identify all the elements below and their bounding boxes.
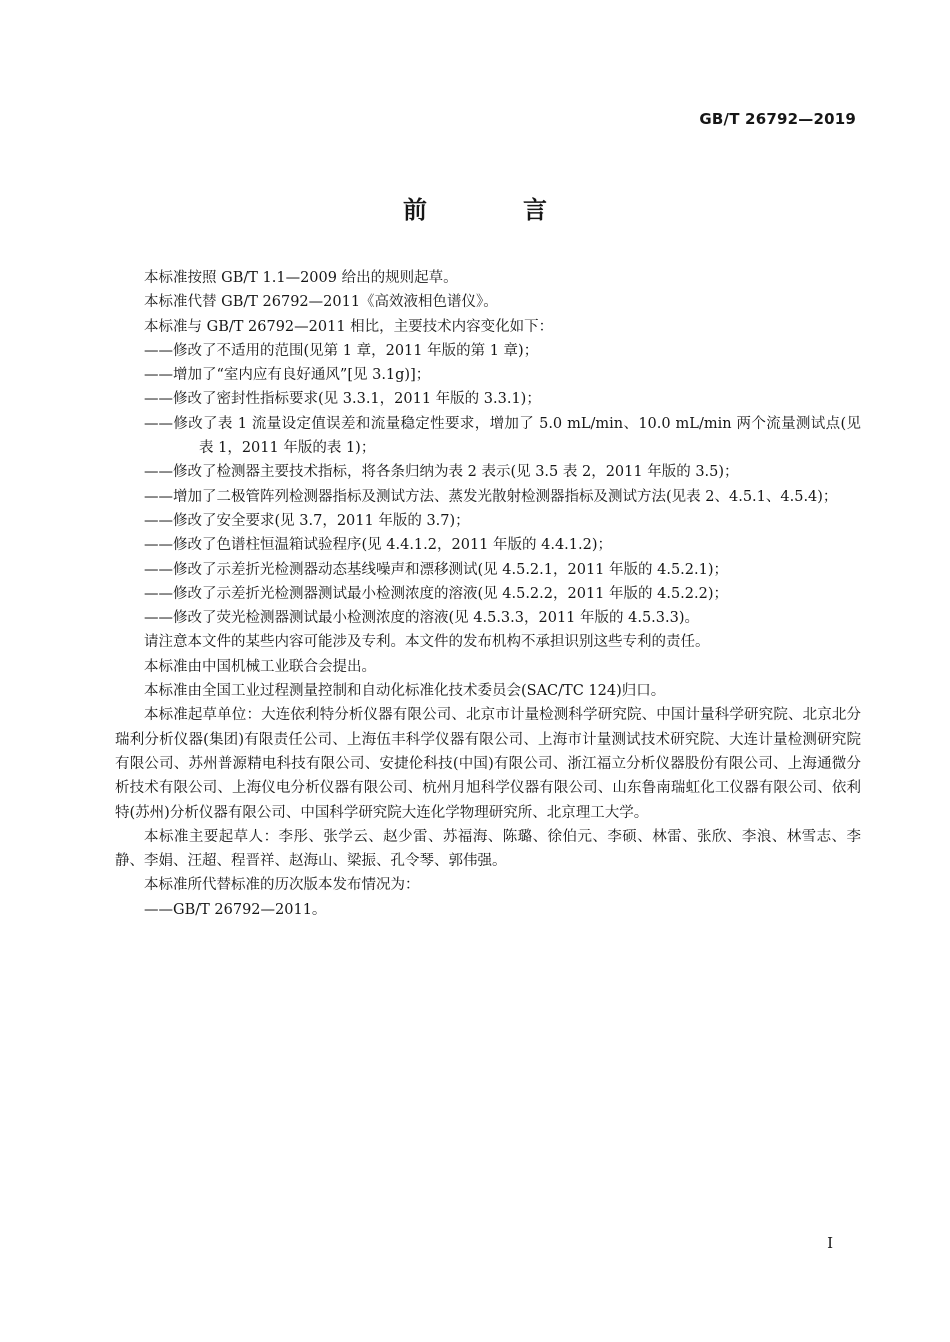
paragraph-changes-intro: 本标准与 GB/T 26792—2011 相比，主要技术内容变化如下：: [144, 318, 554, 335]
paragraph-drafters: 本标准主要起草人：李彤、张学云、赵少雷、苏福海、陈璐、徐伯元、李硕、林雷、张欣、李浪、林雪志、李静、李娟、汪超、程晋祥、赵海山、梁振、孔令琴、郭伟强。: [115, 828, 861, 870]
change-item: ——修改了安全要求(见 3.7，2011 年版的 3.7)；: [144, 512, 470, 529]
standard-code: GB/T 26792—2019: [699, 110, 856, 128]
change-item: ——修改了密封性指标要求(见 3.3.1，2011 年版的 3.3.1)；: [144, 391, 541, 408]
change-item: ——修改了荧光检测器测试最小检测浓度的溶液(见 4.5.3.3，2011 年版的 4.5.3.3)。: [144, 610, 699, 627]
foreword-body: [115, 266, 861, 922]
change-item: ——修改了检测器主要技术指标，将各条归纳为表 2 表示(见 3.5 表 2，2011 年版的 3.5)；: [144, 464, 739, 481]
change-item: ——修改了表 1 流量设定值误差和流量稳定性要求，增加了 5.0 mL/min、10.0 mL/min 两个流量测试点(见表 1，2011 年版的表 1)；: [144, 415, 861, 457]
change-item: ——修改了示差折光检测器测试最小检测浓度的溶液(见 4.5.2.2，2011 年版的 4.5.2.2)；: [144, 585, 728, 602]
paragraph-replaces: 本标准代替 GB/T 26792—2011《高效液相色谱仪》。: [144, 294, 498, 311]
paragraph-patent-notice: 请注意本文件的某些内容可能涉及专利。本文件的发布机构不承担识别这些专利的责任。: [144, 634, 710, 651]
paragraph-drafting-units: 本标准起草单位：大连依利特分析仪器有限公司、北京市计量检测科学研究院、中国计量科学研究院、北京北分瑞利分析仪器(集团)有限责任公司、上海伍丰科学仪器有限公司、上海市计量测试技术研究院、大连计量检测研究院有限公司、苏州普源精电科技有限公司、安捷伦科技(中国)有限公司、浙江福立分析仪器股份有限公司、上海通微分析技术有限公司、上海仪电分析仪器有限公司、杭州月旭科学仪器有限公司、山东鲁南瑞虹化工仪器有限公司、依利特(苏州)分析仪器有限公司、中国科学研究院大连化学物理研究所、北京理工大学。: [115, 707, 861, 821]
paragraph-history-item: ——GB/T 26792—2011。: [144, 901, 327, 918]
change-item: ——修改了不适用的范围(见第 1 章，2011 年版的第 1 章)；: [144, 342, 539, 359]
page-title: 前 言: [403, 196, 583, 224]
paragraph-proposed-by: 本标准由中国机械工业联合会提出。: [144, 658, 376, 675]
change-item: ——增加了“室内应有良好通风”[见 3.1g)]；: [144, 367, 431, 384]
page-number: I: [827, 1234, 833, 1252]
change-item: ——修改了示差折光检测器动态基线噪声和漂移测试(见 4.5.2.1，2011 年版的 4.5.2.1)；: [144, 561, 728, 578]
paragraph-drafting-rules: 本标准按照 GB/T 1.1—2009 给出的规则起草。: [144, 270, 458, 286]
change-item: ——增加了二极管阵列检测器指标及测试方法、蒸发光散射检测器指标及测试方法(见表 2、4.5.1、4.5.4)；: [144, 488, 838, 505]
change-item: ——修改了色谱柱恒温箱试验程序(见 4.4.1.2，2011 年版的 4.4.1.2)；: [144, 537, 612, 554]
paragraph-history-intro: 本标准所代替标准的历次版本发布情况为：: [144, 877, 420, 894]
paragraph-administered-by: 本标准由全国工业过程测量控制和自动化标准化技术委员会(SAC/TC 124)归口。: [144, 683, 666, 700]
